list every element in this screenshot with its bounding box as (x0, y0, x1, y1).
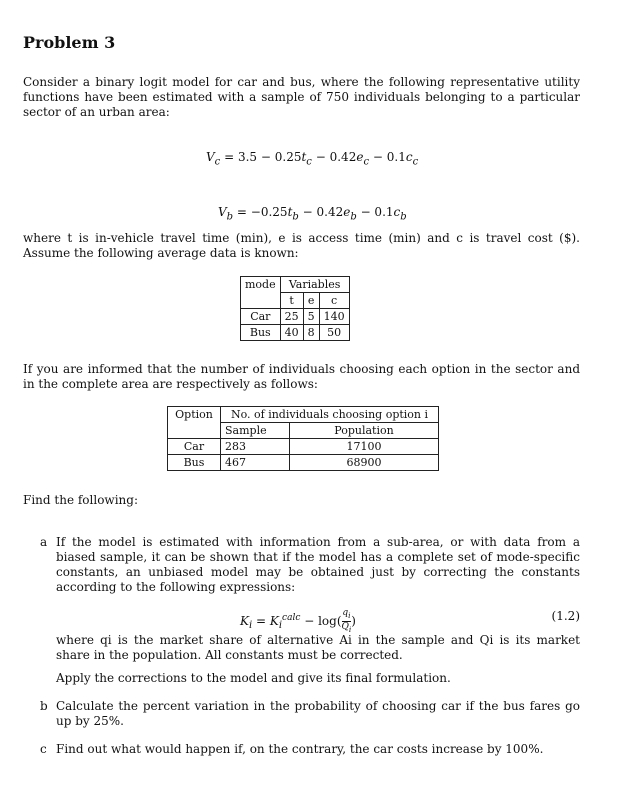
table-cell-t: 40 (280, 325, 303, 341)
task-marker-b: b (40, 699, 48, 713)
table-cell-sample: 467 (221, 455, 290, 471)
table-row (241, 325, 350, 341)
table-cell-mode: Bus (241, 325, 281, 341)
task-marker-c: c (40, 742, 47, 756)
where-paragraph: where t is in-vehicle travel time (min), e is access time (min) and c is travel cost ($). Assume the following average data is known: (23, 231, 580, 260)
correction-equation: $K_i = K_i^{calc} - \log$( $\frac{q_i}{Q_i}$ ) (240, 608, 356, 634)
informed-paragraph: If you are informed that the number of individuals choosing each option in the sector and in the complete area are respectively as follows: (23, 362, 580, 391)
table-cell-e: 5 (303, 309, 319, 325)
task-item-b (40, 699, 580, 729)
table-cell-c: 50 (319, 325, 349, 341)
table-cell-c: 140 (319, 309, 349, 325)
task-text-c: Find out what would happen if, on the contrary, the car costs increase by 100%. (56, 742, 544, 756)
individuals-table (167, 406, 439, 471)
task-text-b: Calculate the percent variation in the probability of choosing car if the bus fares go up by 25%. (56, 699, 580, 728)
car-utility-equation: $V_c = 3.5 - 0.25t_c - 0.42e_c - 0.1c_c$ (206, 150, 419, 168)
table-subheader-sample: Sample (221, 423, 290, 439)
task-list (40, 535, 580, 757)
table-cell-e: 8 (303, 325, 319, 341)
task-text-a: If the model is estimated with information from a sub-area, or with data from a biased sample, it can be shown that if the model has a complete set of mode-specific constants, an unbiased model may be obtained just by correcting the constants according to the following expressions: (56, 535, 580, 594)
table-subheader-e: e (303, 293, 319, 309)
task-a-where-text: where qi is the market share of alternative Ai in the sample and Qi is its market share in the population. All constants must be corrected. (56, 633, 580, 662)
table-row (168, 455, 439, 471)
bus-utility-equation: $V_b = -0.25t_b - 0.42e_b - 0.1c_b$ (218, 205, 407, 223)
table-cell-population: 17100 (290, 439, 439, 455)
table-cell-option: Bus (168, 455, 221, 471)
variables-table (240, 276, 350, 341)
table-header-option: Option (168, 407, 221, 439)
task-a-where (40, 633, 580, 663)
intro-paragraph: Consider a binary logit model for car and bus, where the following representative utility functions have been estimated with a sample of 750 individuals belonging to a particular sector of an urban area: (23, 75, 580, 119)
table-subheader-t: t (280, 293, 303, 309)
table-header-variables: Variables (280, 277, 349, 293)
task-a-apply (40, 671, 580, 686)
table-row (241, 309, 350, 325)
table-header-individuals: No. of individuals choosing option i (221, 407, 439, 423)
table-cell-sample: 283 (221, 439, 290, 455)
correction-equation-row (40, 601, 580, 634)
task-a-apply-text: Apply the corrections to the model and give its final formulation. (56, 671, 451, 685)
table-cell-population: 68900 (290, 455, 439, 471)
table-subheader-population: Population (290, 423, 439, 439)
table-row (168, 439, 439, 455)
table-cell-t: 25 (280, 309, 303, 325)
find-paragraph: Find the following: (23, 493, 138, 507)
table-header-mode: mode (241, 277, 281, 309)
task-marker-a: a (40, 535, 48, 549)
table-cell-option: Car (168, 439, 221, 455)
problem-title: Problem 3 (23, 33, 116, 52)
task-item-c (40, 742, 580, 757)
equation-number: (1.2) (551, 609, 580, 623)
table-cell-mode: Car (241, 309, 281, 325)
table-subheader-c: c (319, 293, 349, 309)
task-item-a (40, 535, 580, 595)
